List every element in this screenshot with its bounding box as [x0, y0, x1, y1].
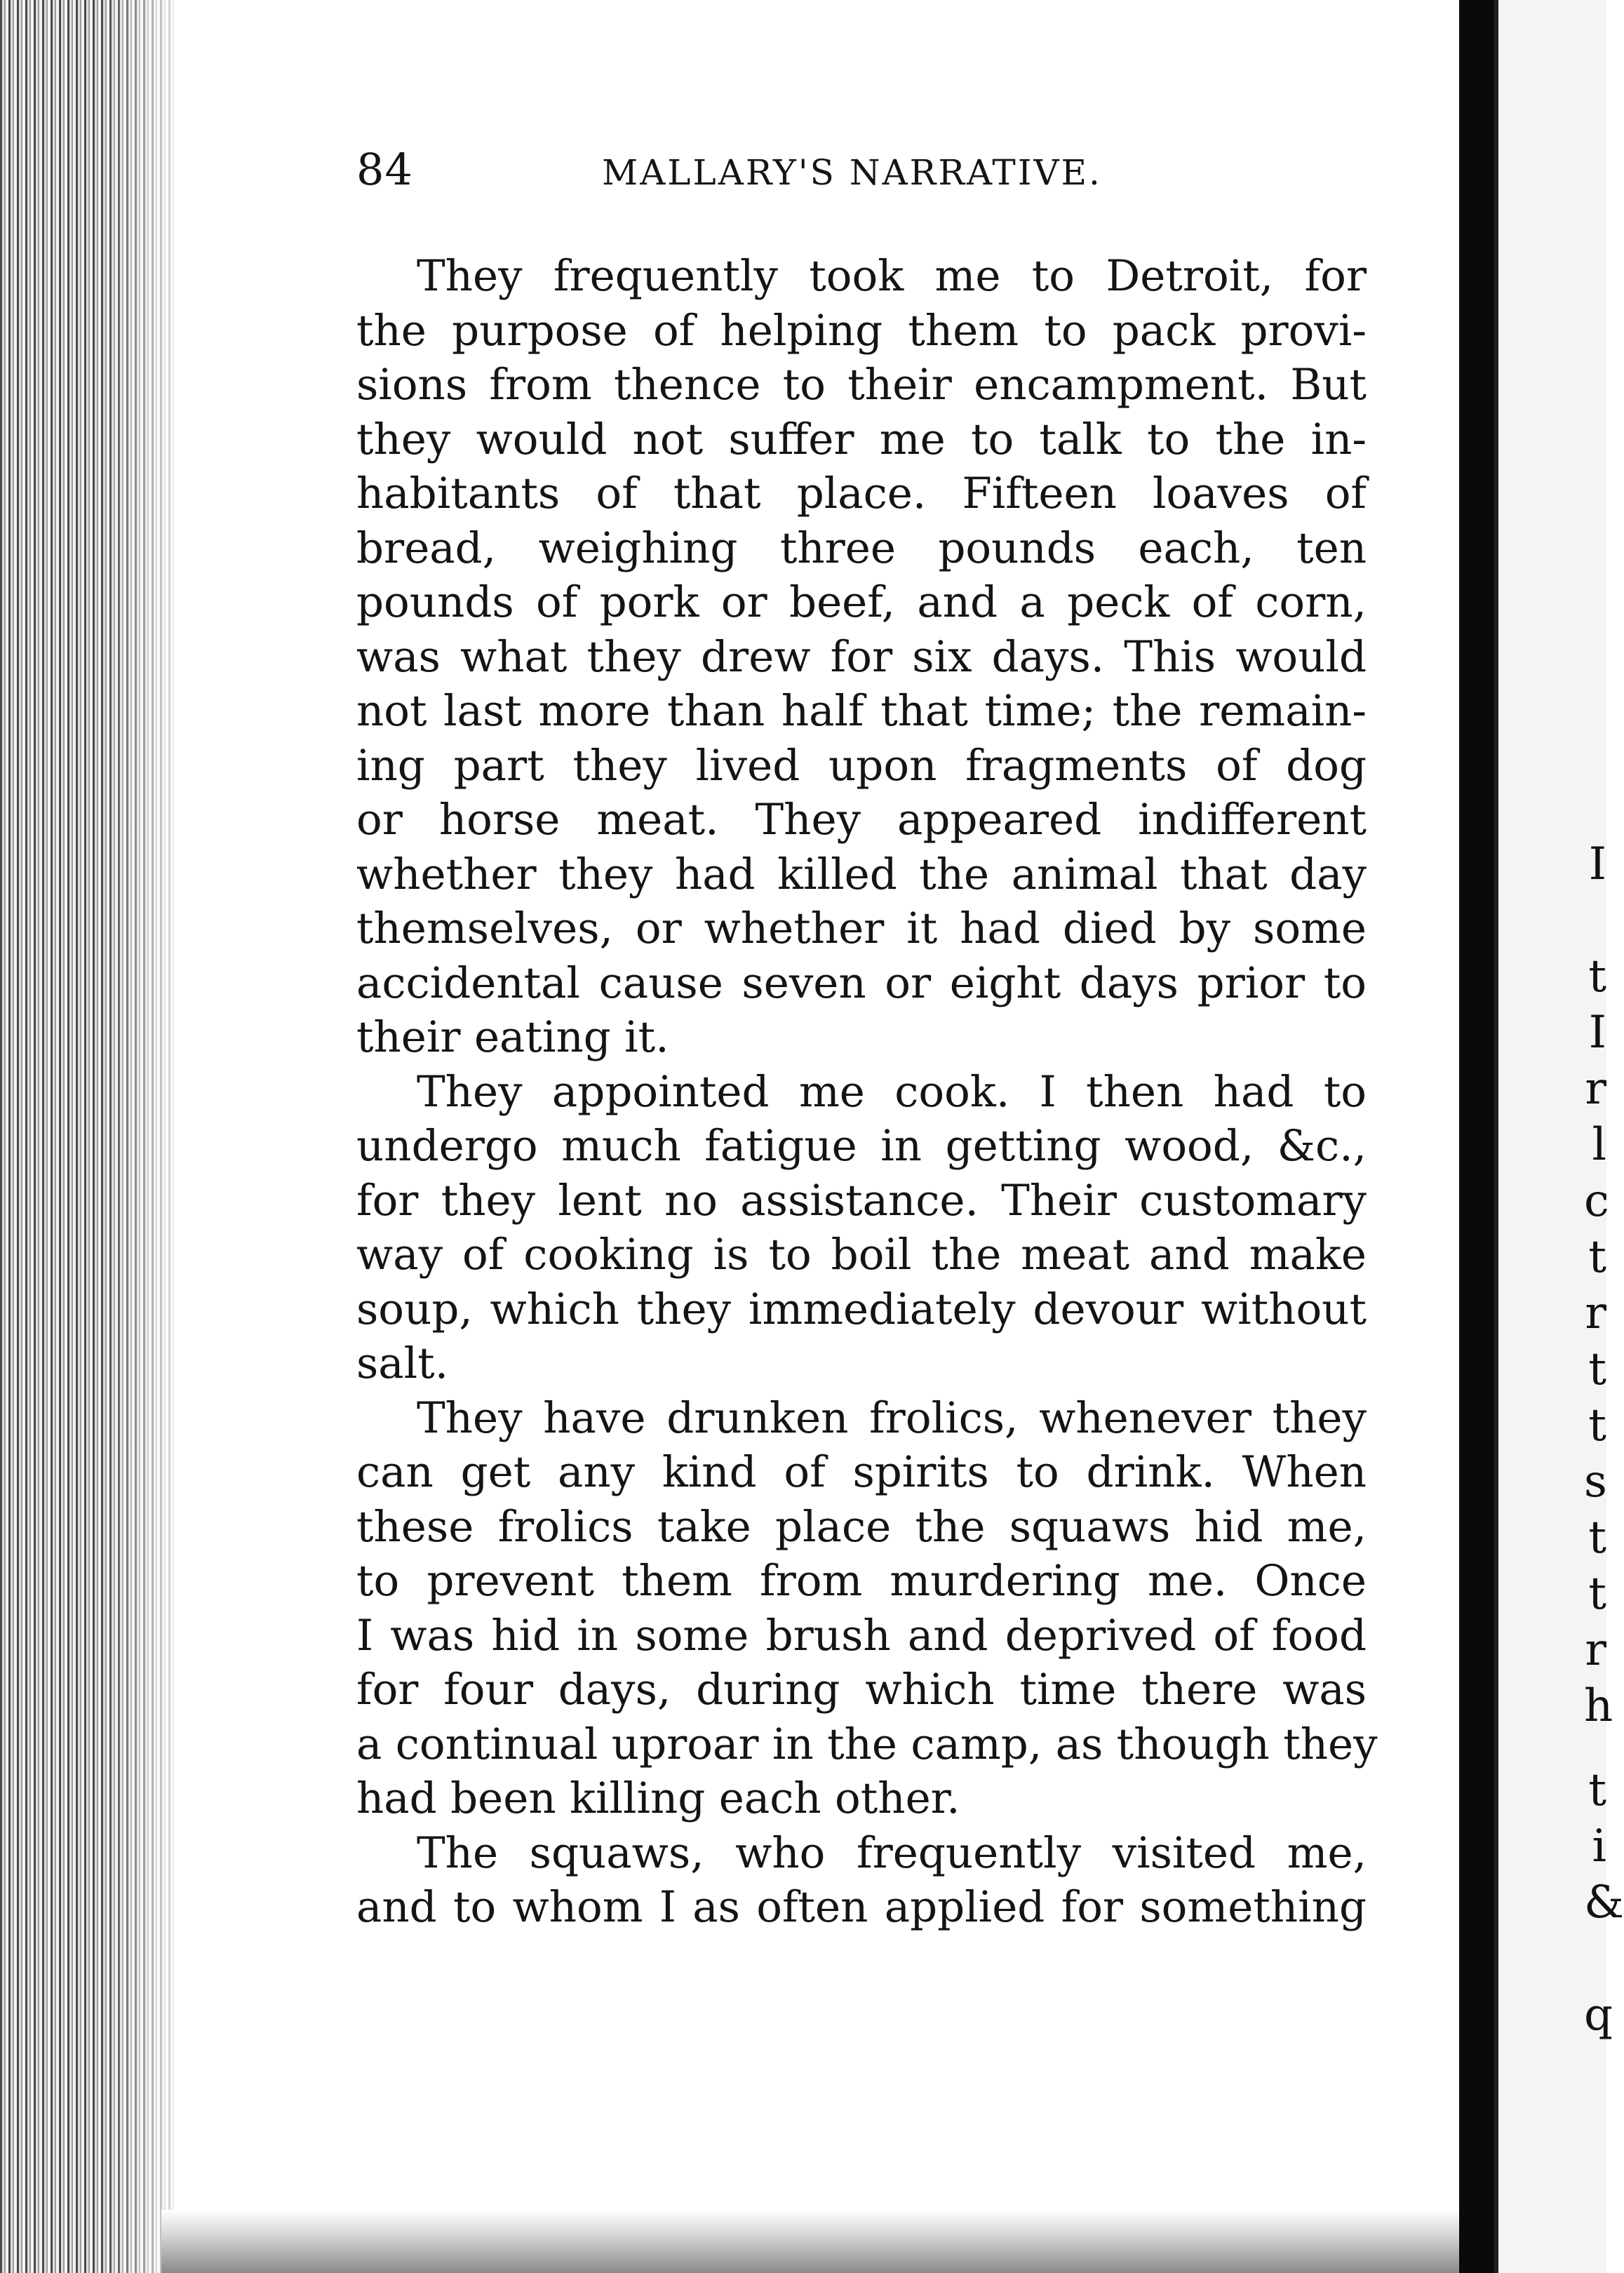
- text-line: salt.: [356, 1339, 449, 1388]
- facing-page-edge: [1494, 0, 1624, 2273]
- book-gutter: [1459, 0, 1494, 2273]
- facing-page-fragment: q: [1584, 1989, 1613, 2041]
- text-line: They appointed me cook. I then had to: [417, 1066, 1367, 1117]
- text-line: ing part they lived upon fragments of dog: [356, 740, 1367, 791]
- facing-page-fragment: t: [1588, 1764, 1606, 1816]
- body-text: [356, 249, 1378, 1935]
- text-line: accidental cause seven or eight days prior to: [356, 958, 1367, 1008]
- text-line: the purpose of helping them to pack provi-: [356, 305, 1367, 356]
- text-line: habitants of that place. Fifteen loaves of: [356, 469, 1367, 518]
- text-line: for four days, during which time there was: [356, 1665, 1367, 1715]
- text-line: their eating it.: [356, 1012, 669, 1062]
- text-line: or horse meat. They appeared indifferent: [356, 795, 1367, 845]
- facing-page-fragment: I: [1588, 838, 1606, 890]
- text-line: pounds of pork or beef, and a peck of corn,: [356, 577, 1367, 627]
- text-line: soup, which they immediately devour without: [356, 1284, 1367, 1334]
- text-line: The squaws, who frequently visited me,: [417, 1828, 1367, 1878]
- facing-page-fragment: t: [1588, 1400, 1606, 1451]
- text-line: They have drunken frolics, whenever they: [417, 1393, 1367, 1443]
- page-bottom-edge: [161, 2210, 1473, 2273]
- text-line: was what they drew for six days. This would: [356, 631, 1367, 682]
- facing-page-fragment: r: [1585, 1624, 1606, 1676]
- facing-page-fragment: i: [1592, 1821, 1606, 1872]
- facing-page-fragment: t: [1588, 1231, 1606, 1283]
- text-line: can get any kind of spirits to drink. When: [356, 1447, 1367, 1497]
- text-line: not last more than half that time; the remain-: [356, 686, 1367, 736]
- facing-page-fragment: t: [1588, 951, 1606, 1003]
- facing-page-fragment: I: [1588, 1007, 1606, 1059]
- text-line: themselves, or whether it had died by some: [356, 904, 1367, 953]
- page-header: [356, 144, 1395, 200]
- running-head: MALLARY'S NARRATIVE.: [602, 152, 1102, 193]
- facing-page-fragment: h: [1584, 1680, 1613, 1732]
- facing-page-fragment: c: [1584, 1175, 1609, 1227]
- facing-page-fragment: r: [1585, 1063, 1606, 1115]
- facing-page-fragment: l: [1592, 1119, 1606, 1171]
- text-line: a continual uproar in the camp, as though they: [356, 1719, 1378, 1769]
- page-number: 84: [356, 144, 413, 195]
- facing-page-fragment: s: [1584, 1456, 1607, 1508]
- text-line: way of cooking is to boil the meat and make: [356, 1230, 1367, 1280]
- facing-page-fragment: r: [1585, 1287, 1606, 1339]
- facing-page-fragment: &: [1584, 1877, 1624, 1929]
- text-line: they would not suffer me to talk to the in-: [356, 414, 1367, 464]
- text-line: these frolics take place the squaws hid me,: [356, 1501, 1367, 1552]
- text-line: whether they had killed the animal that day: [356, 849, 1367, 899]
- text-line: and to whom I as often applied for something: [356, 1882, 1367, 1932]
- page-edge-shading: [105, 0, 189, 2273]
- facing-page-fragment: t: [1588, 1568, 1606, 1620]
- facing-page-fragment: t: [1588, 1343, 1606, 1395]
- text-line: They frequently took me to Detroit, for: [417, 251, 1367, 301]
- text-line: to prevent them from murdering me. Once: [356, 1556, 1367, 1606]
- text-line: for they lent no assistance. Their customary: [356, 1175, 1367, 1226]
- facing-page-fragment: t: [1588, 1512, 1606, 1564]
- text-line: bread, weighing three pounds each, ten: [356, 523, 1367, 573]
- text-line: sions from thence to their encampment. But: [356, 360, 1367, 410]
- text-line: I was hid in some brush and deprived of food: [356, 1610, 1367, 1661]
- text-line: undergo much fatigue in getting wood, &c.,: [356, 1121, 1367, 1171]
- text-line: had been killing each other.: [356, 1774, 960, 1823]
